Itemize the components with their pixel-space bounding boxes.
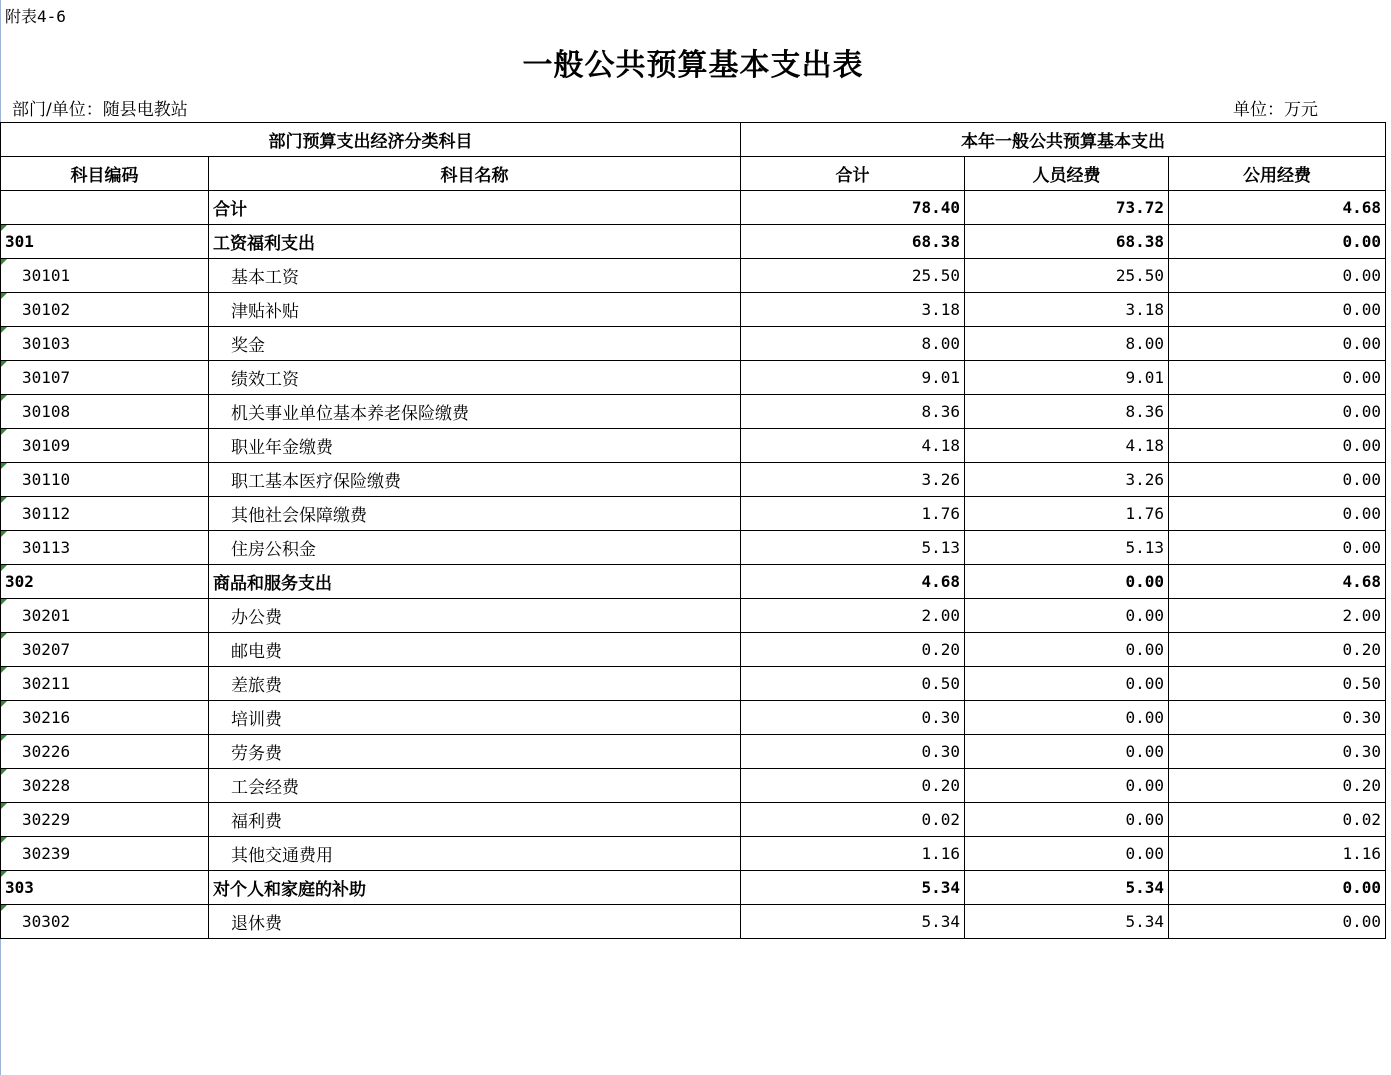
cell-total[interactable] xyxy=(741,429,965,463)
cell-code-text: 30108 xyxy=(22,402,71,421)
cell-public[interactable] xyxy=(1169,871,1386,905)
cell-public[interactable] xyxy=(1169,667,1386,701)
cell-name-text: 福利费 xyxy=(231,812,282,832)
cell-public-text: 0.20 xyxy=(1342,640,1381,659)
cell-public-text: 0.00 xyxy=(1342,912,1381,931)
cell-personnel-text: 8.00 xyxy=(1125,334,1164,353)
cell-total-text: 2.00 xyxy=(921,606,960,625)
cell-indicator-icon xyxy=(1,599,7,605)
cell-total[interactable] xyxy=(741,531,965,565)
cell-total-text: 8.00 xyxy=(921,334,960,353)
cell-public-text: 2.00 xyxy=(1342,606,1381,625)
department-label: 部门/单位：随县电教站 xyxy=(12,100,188,120)
unit-label: 单位：万元 xyxy=(1233,100,1318,120)
cell-code[interactable] xyxy=(1,429,209,463)
cell-public[interactable] xyxy=(1169,905,1386,939)
cell-total-text: 0.20 xyxy=(921,776,960,795)
cell-total[interactable] xyxy=(741,633,965,667)
cell-total[interactable] xyxy=(741,837,965,871)
cell-code-text: 303 xyxy=(5,878,34,897)
cell-code-text: 30102 xyxy=(22,300,71,319)
header-group-basic-expenditure[interactable]: 本年一般公共预算基本支出 xyxy=(741,123,1386,157)
cell-name[interactable] xyxy=(209,531,741,565)
table-row xyxy=(1,803,1386,837)
cell-public[interactable] xyxy=(1169,429,1386,463)
header-personnel[interactable]: 人员经费 xyxy=(965,157,1169,191)
cell-personnel[interactable] xyxy=(965,667,1169,701)
cell-code[interactable] xyxy=(1,667,209,701)
cell-personnel-text: 25.50 xyxy=(1115,266,1164,285)
cell-total[interactable] xyxy=(741,769,965,803)
cell-public-text: 0.50 xyxy=(1342,674,1381,693)
cell-name[interactable] xyxy=(209,599,741,633)
cell-code-text: 30101 xyxy=(22,266,71,285)
cell-personnel-text: 0.00 xyxy=(1125,844,1164,863)
cell-total-text: 1.16 xyxy=(921,844,960,863)
cell-name-text: 商品和服务支出 xyxy=(213,574,332,594)
table-row xyxy=(1,769,1386,803)
cell-name-text: 其他社会保障缴费 xyxy=(231,506,367,526)
cell-personnel-text: 4.18 xyxy=(1125,436,1164,455)
cell-personnel[interactable] xyxy=(965,701,1169,735)
cell-indicator-icon xyxy=(1,633,7,639)
cell-total-text: 1.76 xyxy=(921,504,960,523)
cell-name-text: 津贴补贴 xyxy=(231,302,299,322)
cell-code[interactable] xyxy=(1,191,209,225)
cell-personnel[interactable] xyxy=(965,191,1169,225)
cell-public-text: 0.00 xyxy=(1342,368,1381,387)
cell-total[interactable] xyxy=(741,701,965,735)
cell-indicator-icon xyxy=(1,871,7,877)
cell-total-text: 78.40 xyxy=(911,198,960,217)
cell-personnel-text: 0.00 xyxy=(1125,572,1164,591)
cell-public-text: 0.00 xyxy=(1342,436,1381,455)
cell-total[interactable] xyxy=(741,565,965,599)
cell-personnel-text: 5.13 xyxy=(1125,538,1164,557)
cell-total[interactable] xyxy=(741,667,965,701)
cell-total[interactable] xyxy=(741,225,965,259)
table-row xyxy=(1,837,1386,871)
cell-name-text: 绩效工资 xyxy=(231,370,299,390)
cell-personnel[interactable] xyxy=(965,361,1169,395)
table-body xyxy=(1,191,1386,939)
cell-name[interactable] xyxy=(209,871,741,905)
cell-public[interactable] xyxy=(1169,735,1386,769)
cell-personnel[interactable] xyxy=(965,293,1169,327)
cell-personnel[interactable] xyxy=(965,599,1169,633)
table-row xyxy=(1,429,1386,463)
cell-indicator-icon xyxy=(1,361,7,367)
cell-indicator-icon xyxy=(1,259,7,265)
cell-public[interactable] xyxy=(1169,361,1386,395)
cell-total[interactable] xyxy=(741,497,965,531)
cell-code-text: 30110 xyxy=(22,470,71,489)
header-group-classification[interactable]: 部门预算支出经济分类科目 xyxy=(1,123,741,157)
cell-total-text: 5.34 xyxy=(921,912,960,931)
cell-code[interactable] xyxy=(1,837,209,871)
cell-indicator-icon xyxy=(1,667,7,673)
cell-name-text: 劳务费 xyxy=(231,744,282,764)
cell-personnel-text: 0.00 xyxy=(1125,674,1164,693)
cell-public-text: 0.30 xyxy=(1342,742,1381,761)
cell-name-text: 奖金 xyxy=(231,336,265,356)
cell-name[interactable] xyxy=(209,463,741,497)
cell-code[interactable] xyxy=(1,293,209,327)
cell-personnel[interactable] xyxy=(965,769,1169,803)
table-row xyxy=(1,395,1386,429)
cell-public-text: 0.00 xyxy=(1342,232,1381,251)
cell-total[interactable] xyxy=(741,327,965,361)
cell-public-text: 0.00 xyxy=(1342,334,1381,353)
table-row xyxy=(1,565,1386,599)
cell-personnel-text: 73.72 xyxy=(1115,198,1164,217)
cell-personnel[interactable] xyxy=(965,395,1169,429)
cell-name[interactable] xyxy=(209,327,741,361)
cell-code[interactable] xyxy=(1,871,209,905)
cell-code[interactable] xyxy=(1,769,209,803)
cell-public[interactable] xyxy=(1169,837,1386,871)
cell-code-text: 30207 xyxy=(22,640,71,659)
cell-personnel[interactable] xyxy=(965,327,1169,361)
cell-public[interactable] xyxy=(1169,633,1386,667)
header-name[interactable]: 科目名称 xyxy=(209,157,741,191)
cell-total[interactable] xyxy=(741,361,965,395)
cell-public-text: 0.00 xyxy=(1342,266,1381,285)
cell-indicator-icon xyxy=(1,803,7,809)
cell-total[interactable] xyxy=(741,463,965,497)
cell-public[interactable] xyxy=(1169,599,1386,633)
cell-indicator-icon xyxy=(1,735,7,741)
cell-public[interactable] xyxy=(1169,565,1386,599)
cell-public-text: 0.00 xyxy=(1342,300,1381,319)
table-row xyxy=(1,259,1386,293)
cell-name-text: 其他交通费用 xyxy=(231,846,333,866)
cell-public[interactable] xyxy=(1169,701,1386,735)
cell-code-text: 30239 xyxy=(22,844,71,863)
cell-public-text: 0.00 xyxy=(1342,504,1381,523)
cell-name-text: 职工基本医疗保险缴费 xyxy=(231,472,401,492)
cell-total[interactable] xyxy=(741,905,965,939)
cell-name-text: 职业年金缴费 xyxy=(231,438,333,458)
cell-indicator-icon xyxy=(1,905,7,911)
cell-total-text: 0.50 xyxy=(921,674,960,693)
cell-public[interactable] xyxy=(1169,191,1386,225)
cell-total-text: 8.36 xyxy=(921,402,960,421)
cell-name-text: 工会经费 xyxy=(231,778,299,798)
cell-name-text: 办公费 xyxy=(231,608,282,628)
cell-total-text: 0.20 xyxy=(921,640,960,659)
cell-public[interactable] xyxy=(1169,463,1386,497)
cell-personnel-text: 0.00 xyxy=(1125,606,1164,625)
cell-personnel[interactable] xyxy=(965,633,1169,667)
cell-name[interactable] xyxy=(209,497,741,531)
cell-indicator-icon xyxy=(1,293,7,299)
cell-indicator-icon xyxy=(1,327,7,333)
cell-code-text: 30302 xyxy=(22,912,71,931)
cell-public-text: 4.68 xyxy=(1342,198,1381,217)
cell-personnel[interactable] xyxy=(965,429,1169,463)
cell-public-text: 0.00 xyxy=(1342,538,1381,557)
cell-code-text: 30211 xyxy=(22,674,71,693)
table-row xyxy=(1,361,1386,395)
table-row xyxy=(1,293,1386,327)
cell-name[interactable] xyxy=(209,633,741,667)
cell-name[interactable] xyxy=(209,769,741,803)
cell-total-text: 5.34 xyxy=(921,878,960,897)
cell-code[interactable] xyxy=(1,633,209,667)
cell-code[interactable] xyxy=(1,361,209,395)
cell-total-text: 0.30 xyxy=(921,708,960,727)
cell-code-text: 30113 xyxy=(22,538,71,557)
cell-indicator-icon xyxy=(1,463,7,469)
cell-code-text: 30103 xyxy=(22,334,71,353)
budget-table xyxy=(0,122,1386,939)
header-total[interactable]: 合计 xyxy=(741,157,965,191)
cell-total-text: 0.30 xyxy=(921,742,960,761)
cell-code[interactable] xyxy=(1,395,209,429)
cell-name-text: 对个人和家庭的补助 xyxy=(213,880,366,900)
cell-personnel-text: 8.36 xyxy=(1125,402,1164,421)
cell-indicator-icon xyxy=(1,837,7,843)
cell-code-text: 30229 xyxy=(22,810,71,829)
cell-personnel[interactable] xyxy=(965,871,1169,905)
cell-public-text: 0.00 xyxy=(1342,878,1381,897)
cell-code-text: 302 xyxy=(5,572,34,591)
cell-name[interactable] xyxy=(209,667,741,701)
cell-personnel-text: 0.00 xyxy=(1125,708,1164,727)
cell-code-text: 30226 xyxy=(22,742,71,761)
cell-total[interactable] xyxy=(741,293,965,327)
cell-personnel-text: 5.34 xyxy=(1125,878,1164,897)
cell-name[interactable] xyxy=(209,361,741,395)
table-row xyxy=(1,327,1386,361)
cell-total-text: 0.02 xyxy=(921,810,960,829)
cell-personnel-text: 0.00 xyxy=(1125,810,1164,829)
cell-public[interactable] xyxy=(1169,259,1386,293)
cell-name-text: 差旅费 xyxy=(231,676,282,696)
cell-total[interactable] xyxy=(741,259,965,293)
cell-public-text: 1.16 xyxy=(1342,844,1381,863)
cell-indicator-icon xyxy=(1,531,7,537)
cell-total[interactable] xyxy=(741,599,965,633)
cell-public[interactable] xyxy=(1169,225,1386,259)
cell-personnel[interactable] xyxy=(965,565,1169,599)
cell-indicator-icon xyxy=(1,701,7,707)
cell-personnel-text: 3.18 xyxy=(1125,300,1164,319)
cell-code-text: 30112 xyxy=(22,504,71,523)
cell-personnel[interactable] xyxy=(965,837,1169,871)
cell-total-text: 9.01 xyxy=(921,368,960,387)
table-row xyxy=(1,599,1386,633)
cell-public[interactable] xyxy=(1169,497,1386,531)
table-row xyxy=(1,735,1386,769)
cell-code[interactable] xyxy=(1,531,209,565)
cell-public[interactable] xyxy=(1169,803,1386,837)
cell-name[interactable] xyxy=(209,293,741,327)
cell-indicator-icon xyxy=(1,769,7,775)
cell-name-text: 培训费 xyxy=(231,710,282,730)
table-row xyxy=(1,701,1386,735)
cell-code-text: 30228 xyxy=(22,776,71,795)
cell-code[interactable] xyxy=(1,701,209,735)
cell-total-text: 3.26 xyxy=(921,470,960,489)
cell-total-text: 25.50 xyxy=(911,266,960,285)
cell-code[interactable] xyxy=(1,905,209,939)
cell-public-text: 0.30 xyxy=(1342,708,1381,727)
cell-public[interactable] xyxy=(1169,327,1386,361)
cell-code[interactable] xyxy=(1,225,209,259)
cell-code-text: 301 xyxy=(5,232,34,251)
table-row xyxy=(1,871,1386,905)
header-code[interactable]: 科目编码 xyxy=(1,157,209,191)
table-row xyxy=(1,531,1386,565)
cell-name[interactable] xyxy=(209,565,741,599)
cell-personnel[interactable] xyxy=(965,803,1169,837)
cell-name-text: 机关事业单位基本养老保险缴费 xyxy=(231,404,469,424)
cell-name[interactable] xyxy=(209,735,741,769)
cell-total[interactable] xyxy=(741,395,965,429)
cell-code[interactable] xyxy=(1,599,209,633)
cell-total-text: 5.13 xyxy=(921,538,960,557)
cell-code[interactable] xyxy=(1,463,209,497)
cell-total-text: 68.38 xyxy=(911,232,960,251)
cell-personnel-text: 0.00 xyxy=(1125,776,1164,795)
cell-code-text: 30201 xyxy=(22,606,71,625)
cell-total[interactable] xyxy=(741,735,965,769)
cell-public[interactable] xyxy=(1169,395,1386,429)
annex-label: 附表4-6 xyxy=(5,7,66,26)
table-row xyxy=(1,463,1386,497)
page-title: 一般公共预算基本支出表 xyxy=(522,48,864,83)
cell-code-text: 30109 xyxy=(22,436,71,455)
table-row xyxy=(1,497,1386,531)
cell-personnel-text: 0.00 xyxy=(1125,640,1164,659)
cell-public-text: 4.68 xyxy=(1342,572,1381,591)
table-row xyxy=(1,225,1386,259)
cell-personnel[interactable] xyxy=(965,497,1169,531)
cell-indicator-icon xyxy=(1,565,7,571)
table-row xyxy=(1,905,1386,939)
header-public[interactable]: 公用经费 xyxy=(1169,157,1386,191)
cell-name[interactable] xyxy=(209,429,741,463)
cell-name-text: 基本工资 xyxy=(231,268,299,288)
cell-personnel[interactable] xyxy=(965,259,1169,293)
cell-name[interactable] xyxy=(209,803,741,837)
cell-personnel[interactable] xyxy=(965,531,1169,565)
cell-name[interactable] xyxy=(209,837,741,871)
cell-public[interactable] xyxy=(1169,769,1386,803)
cell-name[interactable] xyxy=(209,395,741,429)
cell-total-text: 3.18 xyxy=(921,300,960,319)
cell-personnel-text: 3.26 xyxy=(1125,470,1164,489)
cell-indicator-icon xyxy=(1,395,7,401)
cell-code[interactable] xyxy=(1,565,209,599)
cell-personnel[interactable] xyxy=(965,905,1169,939)
cell-public[interactable] xyxy=(1169,531,1386,565)
cell-total-text: 4.68 xyxy=(921,572,960,591)
cell-indicator-icon xyxy=(1,225,7,231)
cell-personnel-text: 9.01 xyxy=(1125,368,1164,387)
cell-public-text: 0.00 xyxy=(1342,470,1381,489)
cell-public-text: 0.00 xyxy=(1342,402,1381,421)
cell-indicator-icon xyxy=(1,497,7,503)
cell-code-text: 30216 xyxy=(22,708,71,727)
cell-total-text: 4.18 xyxy=(921,436,960,455)
cell-indicator-icon xyxy=(1,429,7,435)
cell-code[interactable] xyxy=(1,803,209,837)
table-row xyxy=(1,633,1386,667)
cell-public-text: 0.02 xyxy=(1342,810,1381,829)
cell-personnel[interactable] xyxy=(965,735,1169,769)
cell-personnel-text: 1.76 xyxy=(1125,504,1164,523)
cell-code[interactable] xyxy=(1,259,209,293)
cell-code-text: 30107 xyxy=(22,368,71,387)
cell-name[interactable] xyxy=(209,701,741,735)
cell-personnel[interactable] xyxy=(965,225,1169,259)
cell-public-text: 0.20 xyxy=(1342,776,1381,795)
cell-code[interactable] xyxy=(1,497,209,531)
cell-personnel[interactable] xyxy=(965,463,1169,497)
cell-total[interactable] xyxy=(741,803,965,837)
cell-name[interactable] xyxy=(209,905,741,939)
cell-name-text: 退休费 xyxy=(231,914,282,934)
cell-total[interactable] xyxy=(741,871,965,905)
cell-code[interactable] xyxy=(1,735,209,769)
cell-personnel-text: 0.00 xyxy=(1125,742,1164,761)
cell-name[interactable] xyxy=(209,191,741,225)
cell-name-text: 工资福利支出 xyxy=(213,234,315,254)
table-row xyxy=(1,667,1386,701)
cell-total[interactable] xyxy=(741,191,965,225)
cell-name[interactable] xyxy=(209,259,741,293)
cell-name-text: 合计 xyxy=(213,200,247,220)
table-row xyxy=(1,191,1386,225)
cell-personnel-text: 5.34 xyxy=(1125,912,1164,931)
cell-name[interactable] xyxy=(209,225,741,259)
cell-public[interactable] xyxy=(1169,293,1386,327)
cell-code[interactable] xyxy=(1,327,209,361)
cell-name-text: 住房公积金 xyxy=(231,540,316,560)
cell-name-text: 邮电费 xyxy=(231,642,282,662)
cell-personnel-text: 68.38 xyxy=(1115,232,1164,251)
